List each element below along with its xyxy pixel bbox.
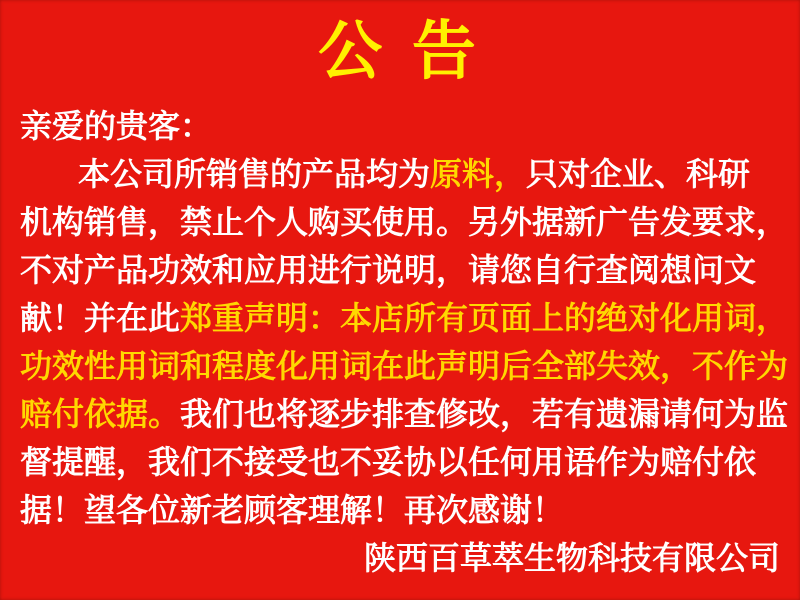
notice-line — [20, 150, 800, 198]
notice-line — [20, 486, 800, 534]
notice-line — [20, 102, 800, 150]
notice-line — [20, 246, 800, 294]
notice-line — [20, 342, 800, 390]
notice-highlight-segment: 原料， — [430, 156, 527, 192]
announcement-body — [0, 102, 800, 534]
notice-line — [20, 390, 800, 438]
notice-text-segment: 本公司所销售的产品均为 — [78, 156, 431, 192]
notice-highlight-segment: 功效性用词和程度化用词在此声明后全部失效，不作为 — [20, 348, 789, 384]
notice-text-segment: 亲爱的贵客： — [20, 108, 213, 144]
notice-text-segment: 我们也将逐步排查修改，若有遗漏请何为监 — [180, 396, 789, 432]
notice-line — [20, 438, 800, 486]
notice-highlight-segment: 赔付依据。 — [20, 396, 181, 432]
notice-text-segment: 献！并在此 — [20, 300, 181, 336]
notice-highlight-segment: 郑重声明：本店所有页面上的绝对化用词， — [180, 300, 789, 336]
notice-text-segment: 机构销售，禁止个人购买使用。另外据新广告发要求， — [20, 204, 789, 240]
notice-text-segment: 督提醒，我们不接受也不妥协以任何用语作为赔付依 — [20, 444, 757, 480]
notice-text-segment: 据！望各位新老顾客理解！再次感谢！ — [20, 492, 565, 528]
notice-line — [20, 294, 800, 342]
notice-line — [20, 198, 800, 246]
notice-text-segment: 只对企业、科研 — [526, 156, 751, 192]
company-signature: 陕西百草萃生物科技有限公司 — [363, 540, 780, 576]
notice-text-segment: 不对产品功效和应用进行说明，请您自行查阅想问文 — [20, 252, 757, 288]
announcement-title: 公 告 — [318, 15, 482, 87]
